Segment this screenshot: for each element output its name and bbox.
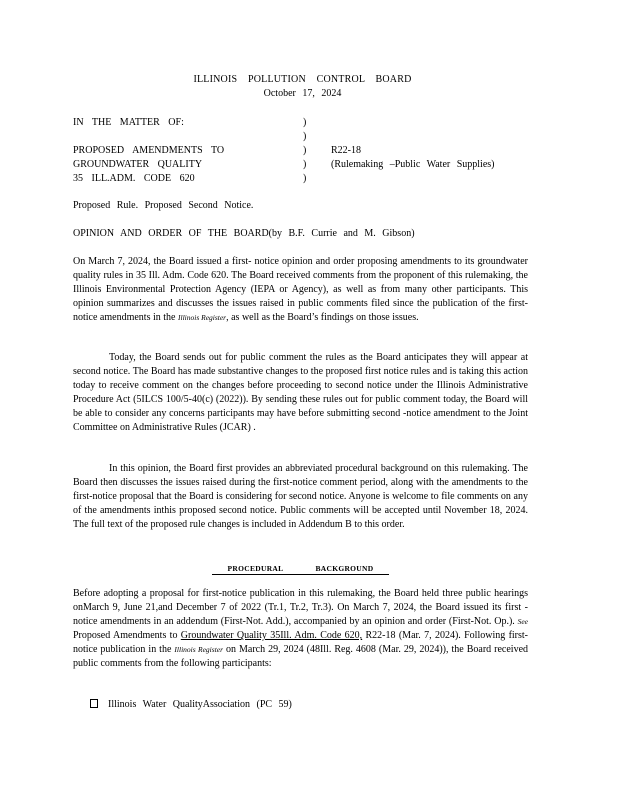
caption-paren: ) xyxy=(303,131,307,142)
paragraph-text: Today, the Board sends out for public comment the rules as the Board anticipates they will appear at second notice. The Board has made substantive changes to the proposed first notice rules and is taking this action today to receive comment on the changes before proceeding to second notice under the Illinois Administrative Procedure Act (5ILCS 100/5-40(c) (2022)). By sending these rules out for public comment today, the Board will be able to consider any concerns participants may have before submitting second -notice amendment to the Joint Committee on Administrative Rules (JCAR) . xyxy=(73,352,528,433)
italic-citation: Illinois Register xyxy=(177,313,227,322)
caption-row xyxy=(73,130,553,144)
paragraph-text: Before adopting a proposal for first-notice publication in this rulemaking, the Board held three public hearings onMarch 9, June 21,and December 7 of 2022 (Tr.1, Tr.2, Tr.3). On March 7, 2024, the Board issued its first -notice amendments in an addendum (First-Not. Add.), accompanied by an opinion and order (First-Not. Op.). xyxy=(73,588,528,627)
caption-row xyxy=(73,158,553,172)
paragraph-3 xyxy=(73,462,528,532)
caption-left: IN THE MATTER OF: xyxy=(73,117,184,128)
caption-left: PROPOSED AMENDMENTS TO xyxy=(73,145,225,156)
caption-paren: ) xyxy=(303,145,307,156)
caption-paren: ) xyxy=(303,173,307,184)
caption-type: (Rulemaking –Public Water Supplies) xyxy=(331,159,495,170)
participant-list-item xyxy=(90,698,292,712)
caption-left: 35 ILL.ADM. CODE 620 xyxy=(73,173,195,184)
paragraph-text: R22-18 (Mar. 7, 2024). Following first- notice publication in the xyxy=(73,630,529,655)
opinion-heading: OPINION AND ORDER OF THE BOARD(by B.F. Currie and M. Gibson) xyxy=(73,228,415,239)
proposed-rule-line: Proposed Rule. Proposed Second Notice. xyxy=(73,200,254,211)
paragraph-text: , as well as the Board’s findings on those issues. xyxy=(226,312,419,323)
caption-paren: ) xyxy=(303,159,307,170)
italic-citation: Illinois Register xyxy=(174,645,224,654)
paragraph-1 xyxy=(73,255,528,325)
caption-row xyxy=(73,144,553,158)
caption-left: GROUNDWATER QUALITY xyxy=(73,159,203,170)
caption-docket: R22-18 xyxy=(331,145,361,156)
paragraph-text: On March 7, 2024, the Board issued a first- notice opinion and order proposing amendments to its groundwater quality rules in 35 Ill. Adm. Code 620. The Board received comments from the proponent of this rulemaking, the Illinois Environmental Protection Agency (IEPA or Agency), as well as from many other participants. This opinion summarizes and discusses the issues raised in public comments filed since the publication of the first- notice amendments in the xyxy=(73,256,528,323)
caption-row xyxy=(73,172,553,186)
paragraph-2 xyxy=(73,351,528,435)
heading-word: PROCEDURAL xyxy=(227,564,284,573)
section-heading xyxy=(73,562,528,576)
bullet-icon xyxy=(90,699,98,708)
case-caption xyxy=(73,116,553,186)
paragraph-4 xyxy=(73,587,528,671)
paragraph-text: In this opinion, the Board first provides an abbreviated procedural background on this rulemaking. The Board then discusses the issues raised during the first-notice comment period, along with the amendments to the first-notice proposal that the Board is considering for second notice. Anyone is welcome to file comments on any of the amendments inthis proposed second notice. Public comments will be accepted until November 18, 2024. The full text of the proposed rule changes is included in Addendum B to this order. xyxy=(73,463,528,530)
paragraph-text: Proposed Amendments to xyxy=(73,630,178,641)
participant-text: Illinois Water QualityAssociation (PC 59) xyxy=(108,699,292,710)
heading-word: BACKGROUND xyxy=(315,564,374,573)
document-date: October 17, 2024 xyxy=(263,88,342,99)
paragraph-text: on March 29, 2024 (48Ill. Reg. 4608 (Mar. 29, 2024)), the Board received public comments from the following participants: xyxy=(73,644,529,669)
document-title: ILLINOIS POLLUTION CONTROL BOARD xyxy=(193,74,412,85)
italic-signal: See xyxy=(517,617,528,626)
underlined-citation: Groundwater Quality 35Ill. Adm. Code 620, xyxy=(180,630,363,641)
section-heading-text xyxy=(212,564,390,575)
caption-row xyxy=(73,116,553,130)
caption-paren: ) xyxy=(303,117,307,128)
